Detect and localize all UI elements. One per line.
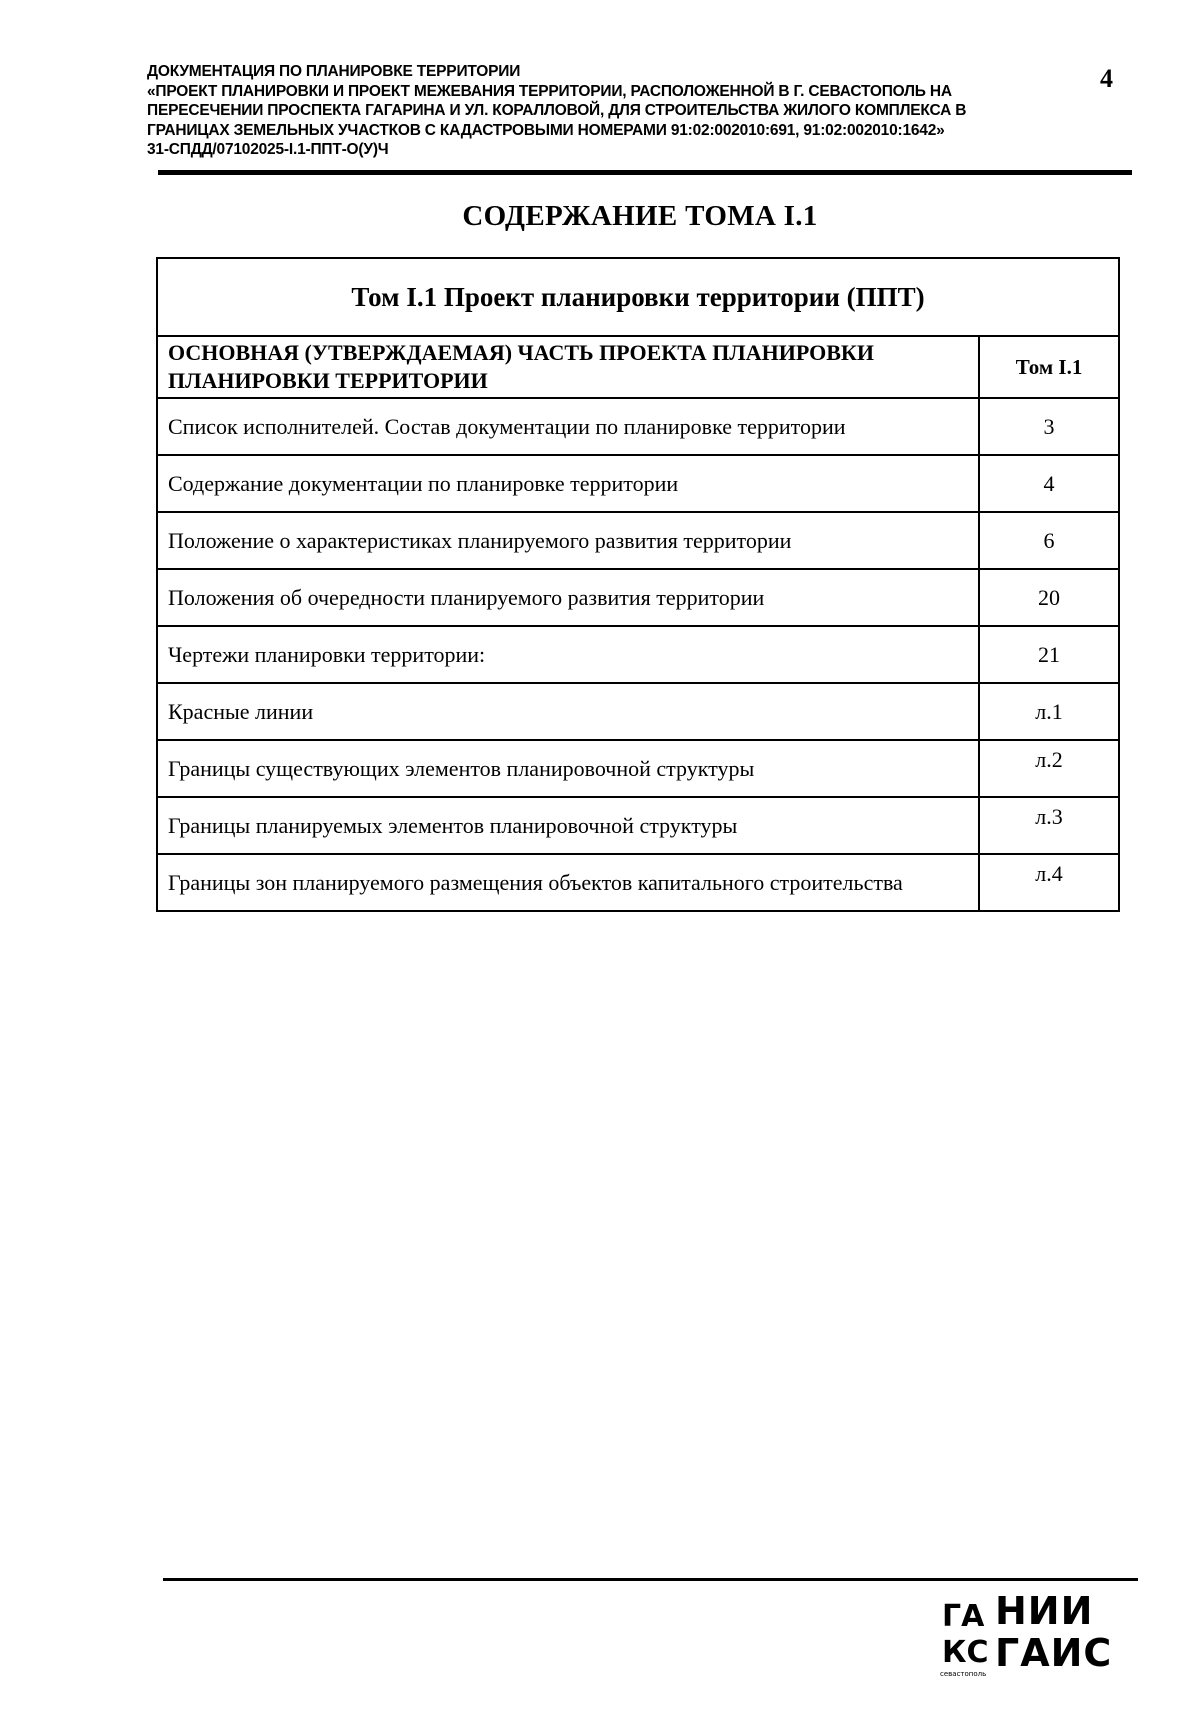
row-page: 6	[979, 512, 1119, 569]
page-number: 4	[1100, 64, 1113, 93]
svg-text:севастополь: севастополь	[940, 1670, 987, 1678]
header-divider	[158, 170, 1132, 175]
table-row	[157, 797, 1119, 854]
row-name: Границы планируемых элементов планировочной структуры	[157, 797, 979, 854]
logo-text	[995, 1590, 1125, 1674]
table-row	[157, 626, 1119, 683]
volume-title-row	[157, 258, 1119, 336]
svg-text:ГА: ГА	[942, 1599, 985, 1634]
row-page: 20	[979, 569, 1119, 626]
row-name: Положение о характеристиках планируемого развития территории	[157, 512, 979, 569]
row-name: Границы существующих элементов планировочной структуры	[157, 740, 979, 797]
section-title-line: ОСНОВНАЯ (УТВЕРЖДАЕМАЯ) ЧАСТЬ ПРОЕКТА ПЛАНИРОВКИ	[168, 340, 874, 365]
table-row	[157, 854, 1119, 911]
section-title-line: ПЛАНИРОВКИ ТЕРРИТОРИИ	[168, 368, 488, 393]
row-name: Границы зон планируемого размещения объектов капитального строительства	[157, 854, 979, 911]
row-page: л.4	[979, 854, 1119, 911]
row-name: Список исполнителей. Состав документации по планировке территории	[157, 398, 979, 455]
section-row	[157, 336, 1119, 398]
row-page: 21	[979, 626, 1119, 683]
row-page: 4	[979, 455, 1119, 512]
header-line: ПЕРЕСЕЧЕНИИ ПРОСПЕКТА ГАГАРИНА И УЛ. КОРАЛЛОВОЙ, ДЛЯ СТРОИТЕЛЬСТВА ЖИЛОГО КОМПЛЕКСА В	[147, 102, 967, 119]
document-code: 31-СПДД/07102025-I.1-ППТ-О(У)Ч	[147, 141, 389, 158]
contents-table	[156, 257, 1120, 912]
table-row	[157, 569, 1119, 626]
table-row	[157, 740, 1119, 797]
niigais-logo	[940, 1590, 1120, 1685]
row-name: Чертежи планировки территории:	[157, 626, 979, 683]
logo-line: ГАИС	[995, 1631, 1113, 1675]
table-row	[157, 398, 1119, 455]
header-line: ДОКУМЕНТАЦИЯ ПО ПЛАНИРОВКЕ ТЕРРИТОРИИ	[147, 63, 521, 80]
header-line: «ПРОЕКТ ПЛАНИРОВКИ И ПРОЕКТ МЕЖЕВАНИЯ ТЕРРИТОРИИ, РАСПОЛОЖЕННОЙ В Г. СЕВАСТОПОЛЬ НА	[147, 82, 952, 100]
logo-line: НИИ	[995, 1589, 1094, 1633]
table-row	[157, 455, 1119, 512]
header-line: ГРАНИЦАХ ЗЕМЕЛЬНЫХ УЧАСТКОВ С КАДАСТРОВЫМИ НОМЕРАМИ 91:02:002010:691, 91:02:002010:1642»	[147, 121, 945, 139]
row-page: л.2	[979, 740, 1119, 797]
table-row	[157, 683, 1119, 740]
footer-divider	[163, 1578, 1138, 1581]
row-name: Положения об очередности планируемого развития территории	[157, 569, 979, 626]
section-title	[157, 336, 979, 398]
row-name: Красные линии	[157, 683, 979, 740]
table-row	[157, 512, 1119, 569]
logo-sign-icon	[940, 1590, 990, 1680]
svg-text:КС: КС	[942, 1635, 989, 1670]
document-header	[147, 62, 1087, 160]
row-page: 3	[979, 398, 1119, 455]
page-title: СОДЕРЖАНИЕ ТОМА I.1	[462, 200, 818, 232]
row-name: Содержание документации по планировке территории	[157, 455, 979, 512]
row-page: л.3	[979, 797, 1119, 854]
row-page: л.1	[979, 683, 1119, 740]
section-volume: Том I.1	[979, 336, 1119, 398]
volume-title: Том I.1 Проект планировки территории (ППТ)	[157, 258, 1119, 336]
